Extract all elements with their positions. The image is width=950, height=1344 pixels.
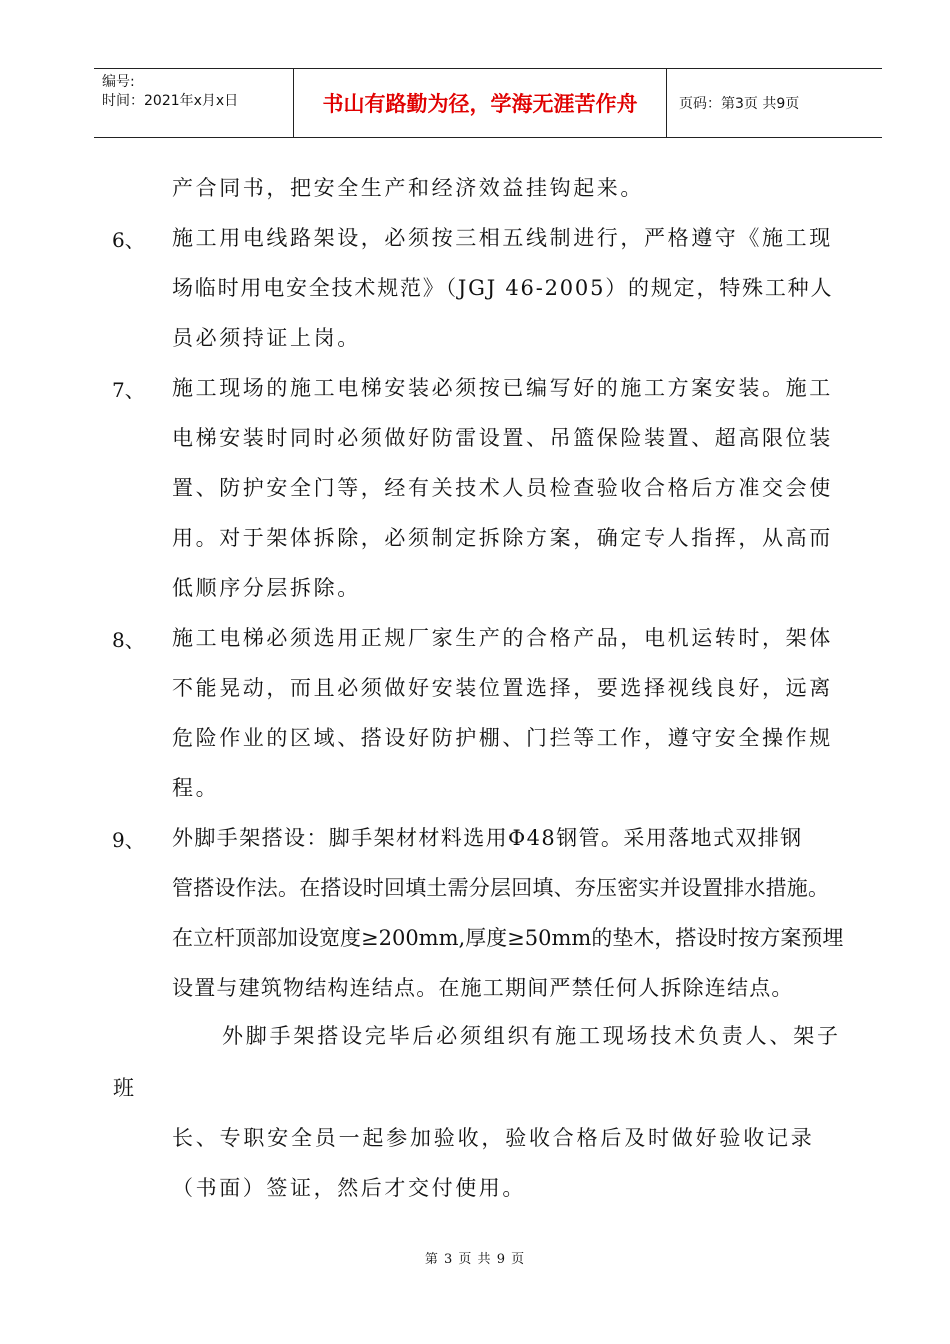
time-label: 时间：2021年x月x日 [102, 93, 239, 109]
text-line: （书面）签证，然后才交付使用。 [172, 1176, 526, 1200]
item-number: 9、 [112, 828, 145, 852]
text-line: 设置与建筑物结构连结点。在施工期间严禁任何人拆除连结点。 [172, 976, 794, 1000]
text-line: 班 [113, 1076, 137, 1100]
text-line: 低顺序分层拆除。 [172, 576, 361, 600]
text-line: 外脚手架搭设：脚手架材材料选用Φ48钢管。采用落地式双排钢 [172, 826, 803, 850]
text-line: 外脚手架搭设完毕后必须组织有施工现场技术负责人、架子 [222, 1024, 841, 1048]
item-number: 6、 [112, 228, 145, 252]
text-line: 危险作业的区域、搭设好防护棚、门拦等工作，遵守安全操作规 [172, 726, 833, 750]
header-meta [94, 69, 294, 137]
text-line: 不能晃动，而且必须做好安装位置选择，要选择视线良好，远离 [172, 676, 833, 700]
header-motto: 书山有路勤为径，学海无涯苦作舟 [294, 69, 667, 137]
text-line: 施工用电线路架设，必须按三相五线制进行，严格遵守《施工现 [172, 226, 833, 250]
page-footer: 第 3 页 共 9 页 [424, 1252, 526, 1267]
header-page-info: 页码：第3页 共9页 [679, 96, 800, 112]
text-line: 产合同书，把安全生产和经济效益挂钩起来。 [172, 176, 644, 200]
text-line: 用。对于架体拆除，必须制定拆除方案，确定专人指挥，从高而 [172, 526, 833, 550]
item-number: 7、 [112, 378, 145, 402]
text-line: 施工电梯必须选用正规厂家生产的合格产品，电机运转时，架体 [172, 626, 833, 650]
code-label: 编号: [102, 74, 135, 90]
text-line: 场临时用电安全技术规范》（JGJ 46-2005）的规定，特殊工种人 [172, 276, 834, 300]
item-number: 8、 [112, 628, 145, 652]
text-line: 施工现场的施工电梯安装必须按已编写好的施工方案安装。施工 [172, 376, 833, 400]
text-line: 在立杆顶部加设宽度≥200mm,厚度≥50mm的垫木，搭设时按方案预埋 [172, 926, 844, 950]
page-header [94, 68, 882, 138]
text-line: 长、专职安全员一起参加验收，验收合格后及时做好验收记录 [172, 1126, 815, 1150]
text-line: 置、防护安全门等，经有关技术人员检查验收合格后方准交会使 [172, 476, 833, 500]
text-line: 管搭设作法。在搭设时回填土需分层回填、夯压密实并设置排水措施。 [172, 876, 830, 900]
text-line: 程。 [172, 776, 220, 800]
text-line: 电梯安装时同时必须做好防雷设置、吊篮保险装置、超高限位装 [172, 426, 833, 450]
text-line: 员必须持证上岗。 [172, 326, 361, 350]
